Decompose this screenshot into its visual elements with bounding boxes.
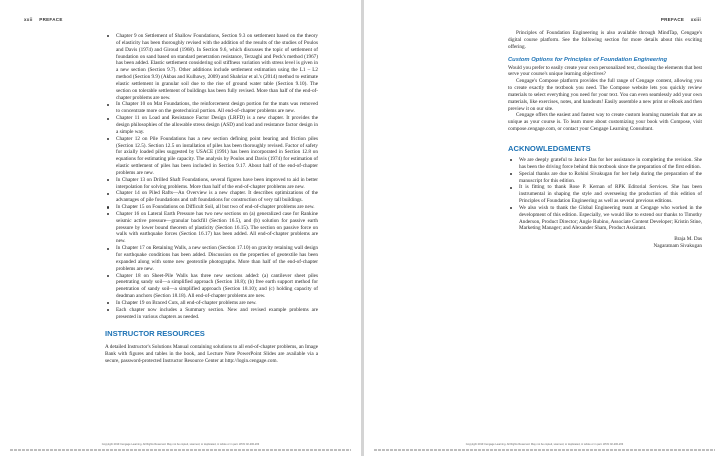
chapter-change-item: In Chapter 19 on Braced Cuts, all end-of-chapter problems are new. xyxy=(105,300,318,307)
custom-options-para-2: Cengage's Compose platform provides the full range of Cengage content, allowing you to create exactly the textbook you need. The Compose website lets you quickly review materials to select everything you need for your text. You can even seamlessly add your own materials, like exercises, notes, and handouts! Easily assemble a new print or eBook and then preview it on our site. xyxy=(508,78,702,112)
chapter-change-item: In Chapter 13 on Drilled Shaft Foundations, several figures have been improved to aid in better interpolation for solving problems. More than half of the end-of-chapter problems are new. xyxy=(105,177,318,191)
chapter-change-item: In Chapter 15 on Foundations on Difficult Soil, all but two of end-of-chapter problems are new. xyxy=(105,204,318,211)
left-running-title: PREFACE xyxy=(39,17,63,22)
right-footer-rule xyxy=(374,449,715,451)
acknowledgment-item: We are deeply grateful to Janice Das for her assistance in completing the revision. She has been the driving force behind this textbook since the preparation of the first edition. xyxy=(508,157,702,171)
acknowledgment-item: It is fitting to thank Rose P. Kernan of RPK Editorial Services. She has been instrumental in shaping the style and overseeing the production of this edition of Principles of Foundation Engineering as well as several previous editions. xyxy=(508,184,702,205)
right-running-title: PREFACE xyxy=(660,17,685,22)
chapter-change-item: Chapter 9 on Settlement of Shallow Foundations, Section 9.3 on settlement based on the theory of elasticity has been thoroughly revised with the addition of the results of the studies of Poulos and Davis (1974) and Giroud (1968). In Section 9.6, which discusses the topic of settlement of foundation on sand based on standard penetration resistance, Terzaghi and Peck's method (1967) has been added. Elastic settlement considering soil stiffness variation with stress level is given in a new section (Section 9.7). Other additions include settlement estimation using the L1 – L2 method (Section 9.9) (Akbas and Kulhawy, 2009) and Shahriar et al.'s (2014) method to estimate elastic settlement in granular soil due to the rise of ground water table (Section 9.10). The section on tolerable settlement of buildings has been fully revised. More than half of the end-of-chapter problems are new. xyxy=(105,33,318,101)
chapter-change-item: Chapter 16 on Lateral Earth Pressure has two new sections on (a) generalized case for Rankine seismic active pressure—granular backfill (Section 16.5), and (b) solution for passive earth pressure by lower bound theorem of plasticity (Section 16.15). The section on passive force on walls with earthquake forces (Section 16.17) has been added. All end-of-chapter problems are new. xyxy=(105,211,318,245)
chapter-change-item: Chapter 18 on Sheet-Pile Walls has three new sections added: (a) cantilever sheet piles penetrating sandy soil—a simplified approach (Section 18.8); (b) free earth support method for penetration of sandy soil—a simplified approach (Section 18.10); and (c) holding capacity of deadman anchors (Section 18.18). All end-of-chapter problems are new. xyxy=(105,273,318,300)
custom-options-para-3: Cengage offers the easiest and fastest way to create custom learning materials that are as unique as your course is. To learn more about customizing your book with Compose, visit compose.cengage.com, or contact your Cengage Learning Consultant. xyxy=(508,112,702,133)
right-text-column xyxy=(508,30,702,250)
acknowledgment-item: Special thanks are due to Rohini Sivakugan for her help during the preparation of the manuscript for this edition. xyxy=(508,171,702,185)
acknowledgments-list xyxy=(508,157,702,232)
left-page-number: xxii xyxy=(24,17,33,22)
right-running-head xyxy=(661,17,701,22)
chapter-changes-list xyxy=(105,33,318,320)
mindtap-intro-text: Principles of Foundation Engineering is also available through MindTap, Cengage's digital course platform. See the following section for more details about this exciting offering. xyxy=(508,30,702,50)
chapter-change-item: Each chapter now includes a Summary section. New and revised example problems are presented in various chapters as needed. xyxy=(105,307,318,321)
left-page xyxy=(0,0,361,456)
right-page-number: xxiii xyxy=(690,17,701,22)
chapter-change-item: In Chapter 17 on Retaining Walls, a new section (Section 17.10) on gravity retaining wall design for earthquake conditions has been added. Discussion on the properties of geotextile has been expanded along with some new geotextile photographs. More than half of the end-of-chapter problems are new. xyxy=(105,245,318,272)
left-footer-copyright: Copyright 2019 Cengage Learning. All Rights Reserved. May not be copied, scanned, or duplicated, in whole or in part. WCN 02-200-203 xyxy=(101,443,260,446)
left-footer-rule xyxy=(10,449,351,451)
acknowledgment-item: We also wish to thank the Global Engineering team at Cengage who worked in the development of this edition. Especially, we would like to extend our thanks to Timothy Anderson, Product Director; Angie Rubino, Associate Content Developer; Kristin Stine, Marketing Manager; and Alexander Sham, Product Assistant. xyxy=(508,205,702,232)
chapter-change-item: Chapter 14 on Piled Rafts—An Overview is a new chapter. It describes optimizations of the advantages of pile foundations and raft foundations for construction of very tall buildings. xyxy=(105,190,318,204)
instructor-resources-heading: INSTRUCTOR RESOURCES xyxy=(105,329,205,339)
acknowledgments-heading: ACKNOWLEDGMENTS xyxy=(508,143,591,153)
chapter-change-item: In Chapter 10 on Mat Foundations, the reinforcement design portion for the mats was removed to concentrate more on the geotechnical portion. All end-of-chapter problems are new. xyxy=(105,101,318,115)
right-page xyxy=(364,0,725,456)
chapter-change-item: Chapter 12 on Pile Foundations has a new section defining point bearing and friction piles (Section 12.5). Section 12.5 on installation of piles has been thoroughly revised. Factor of safety for axially loaded piles suggested by USACE (1991) has been incorporated in Section 12.8 on equations for estimating pile capacity. The analysis by Poulos and Davis (1974) for estimation of elastic settlement of piles has been included in Section 9.17. About half of the end-of-chapter problems are new. xyxy=(105,136,318,177)
custom-options-para-1: Would you prefer to easily create your own personalized text, choosing the elements that best serve your course's unique learning objectives? xyxy=(508,64,702,78)
right-footer-copyright: Copyright 2019 Cengage Learning. All Rights Reserved. May not be copied, scanned, or duplicated, in whole or in part. WCN 02-200-203 xyxy=(465,443,624,446)
custom-options-heading: Custom Options for Principles of Foundation Engineering xyxy=(508,56,668,63)
signature-author-2: Nagaratnam Sivakugan xyxy=(653,243,702,250)
left-running-head xyxy=(24,17,63,22)
left-text-column xyxy=(105,33,318,365)
instructor-resources-text: A detailed Instructor's Solutions Manual containing solutions to all end-of-chapter problems, an Image Bank with figures and tables in the book, and Lecture Note PowerPoint Slides are available via a secure, password-protected Instructor Resource Center at http://login.cengage.com. xyxy=(105,344,318,365)
signature-author-1: Braja M. Das xyxy=(674,236,702,243)
chapter-change-item: Chapter 11 on Load and Resistance Factor Design (LRFD) is a new chapter. It provides the design philosophies of the allowable stress design (ASD) and load and resistance factor design in a simple way. xyxy=(105,115,318,136)
